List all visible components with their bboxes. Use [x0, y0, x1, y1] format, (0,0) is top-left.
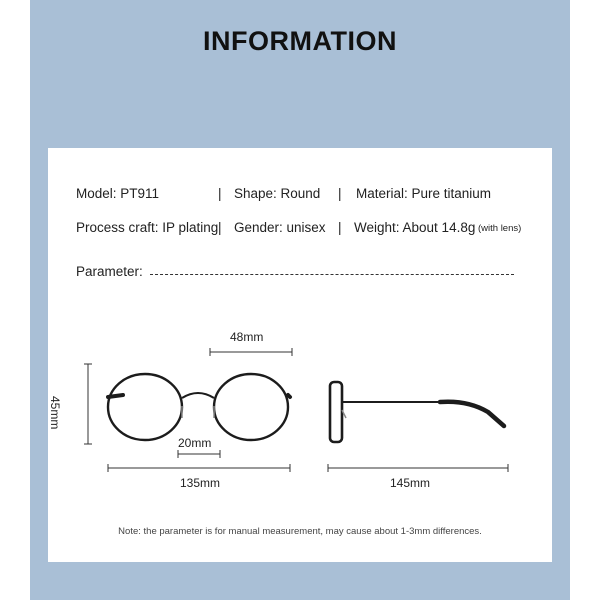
frame-width-label: 135mm	[180, 476, 221, 490]
glasses-diagram	[48, 148, 552, 562]
bridge	[182, 393, 214, 398]
info-card	[48, 148, 552, 562]
lens-height-label: 45mm	[48, 396, 62, 430]
separator: |	[218, 186, 222, 201]
bridge-dimension	[178, 450, 220, 458]
spec-weight: Weight: About 14.8g	[354, 220, 476, 235]
spec-gender: Gender: unisex	[234, 220, 326, 235]
spec-weight-note: (with lens)	[478, 223, 522, 234]
side-lens-rim	[330, 382, 342, 442]
spec-process: Process craft: IP plating	[76, 220, 219, 235]
front-view-glasses	[108, 374, 290, 440]
separator: |	[218, 220, 222, 235]
lens-width-dimension	[210, 348, 292, 356]
spec-model: Model: PT911	[76, 186, 160, 201]
frame-width-dimension	[108, 464, 290, 472]
parameter-label: Parameter:	[76, 264, 143, 279]
lens-width-label: 48mm	[230, 330, 264, 344]
right-temple-hinge	[288, 395, 290, 397]
page-title: INFORMATION	[203, 26, 397, 56]
right-lens-rim	[214, 374, 288, 440]
left-temple-hinge	[108, 395, 123, 397]
left-lens-rim	[108, 374, 182, 440]
spec-material: Material: Pure titanium	[356, 186, 492, 201]
spec-shape: Shape: Round	[234, 186, 321, 201]
lens-height-dimension	[84, 364, 92, 444]
bridge-label: 20mm	[178, 436, 212, 450]
temple-length-label: 145mm	[390, 476, 431, 490]
side-view-glasses	[330, 382, 504, 442]
measurement-note: Note: the parameter is for manual measurement, may cause about 1-3mm differences.	[118, 526, 482, 537]
separator: |	[338, 220, 342, 235]
side-temple-tip	[440, 402, 504, 426]
temple-length-dimension	[328, 464, 508, 472]
separator: |	[338, 186, 342, 201]
